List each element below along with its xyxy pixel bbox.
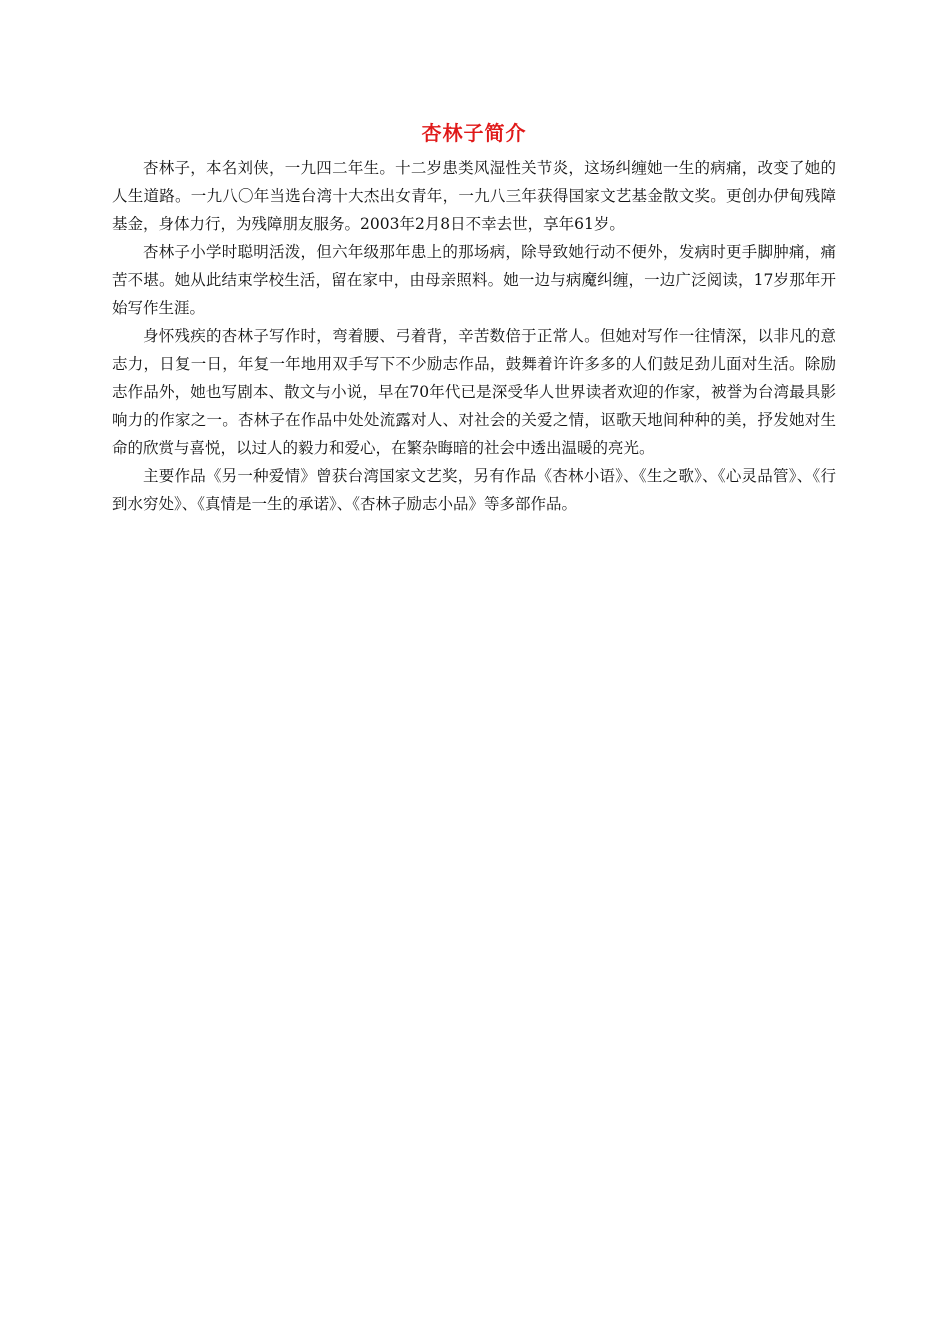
document-title: 杏林子简介 [421,121,527,145]
paragraph-biography: 杏林子，本名刘侠，一九四二年生。十二岁患类风湿性关节炎，这场纠缠她一生的病痛，改变了她的人生道路。一九八〇年当选台湾十大杰出女青年，一九八三年获得国家文艺基金散文奖。更创办伊甸残障基金，身体力行，为残障朋友服务。2003年2月8日不幸去世，享年61岁。 [112,159,836,233]
paragraph-major-works: 主要作品《另一种爱情》曾获台湾国家文艺奖，另有作品《杏林小语》、《生之歌》、《心灵品管》、《行到水穷处》、《真情是一生的承诺》、《杏林子励志小品》等多部作品。 [112,467,836,513]
article-body [112,118,836,518]
paragraph-writing-career: 身怀残疾的杏林子写作时，弯着腰、弓着背，辛苦数倍于正常人。但她对写作一往情深，以非凡的意志力，日复一日，年复一年地用双手写下不少励志作品，鼓舞着许许多多的人们鼓足劲儿面对生活。除励志作品外，她也写剧本、散文与小说，早在70年代已是深受华人世界读者欢迎的作家，被誉为台湾最具影响力的作家之一。杏林子在作品中处处流露对人、对社会的关爱之情，讴歌天地间种种的美，抒发她对生命的欣赏与喜悦，以过人的毅力和爱心，在繁杂晦暗的社会中透出温暖的亮光。 [112,327,836,457]
paragraph-childhood: 杏林子小学时聪明活泼，但六年级那年患上的那场病，除导致她行动不便外，发病时更手脚肿痛，痛苦不堪。她从此结束学校生活，留在家中，由母亲照料。她一边与病魔纠缠，一边广泛阅读，17岁那年开始写作生涯。 [112,243,836,317]
